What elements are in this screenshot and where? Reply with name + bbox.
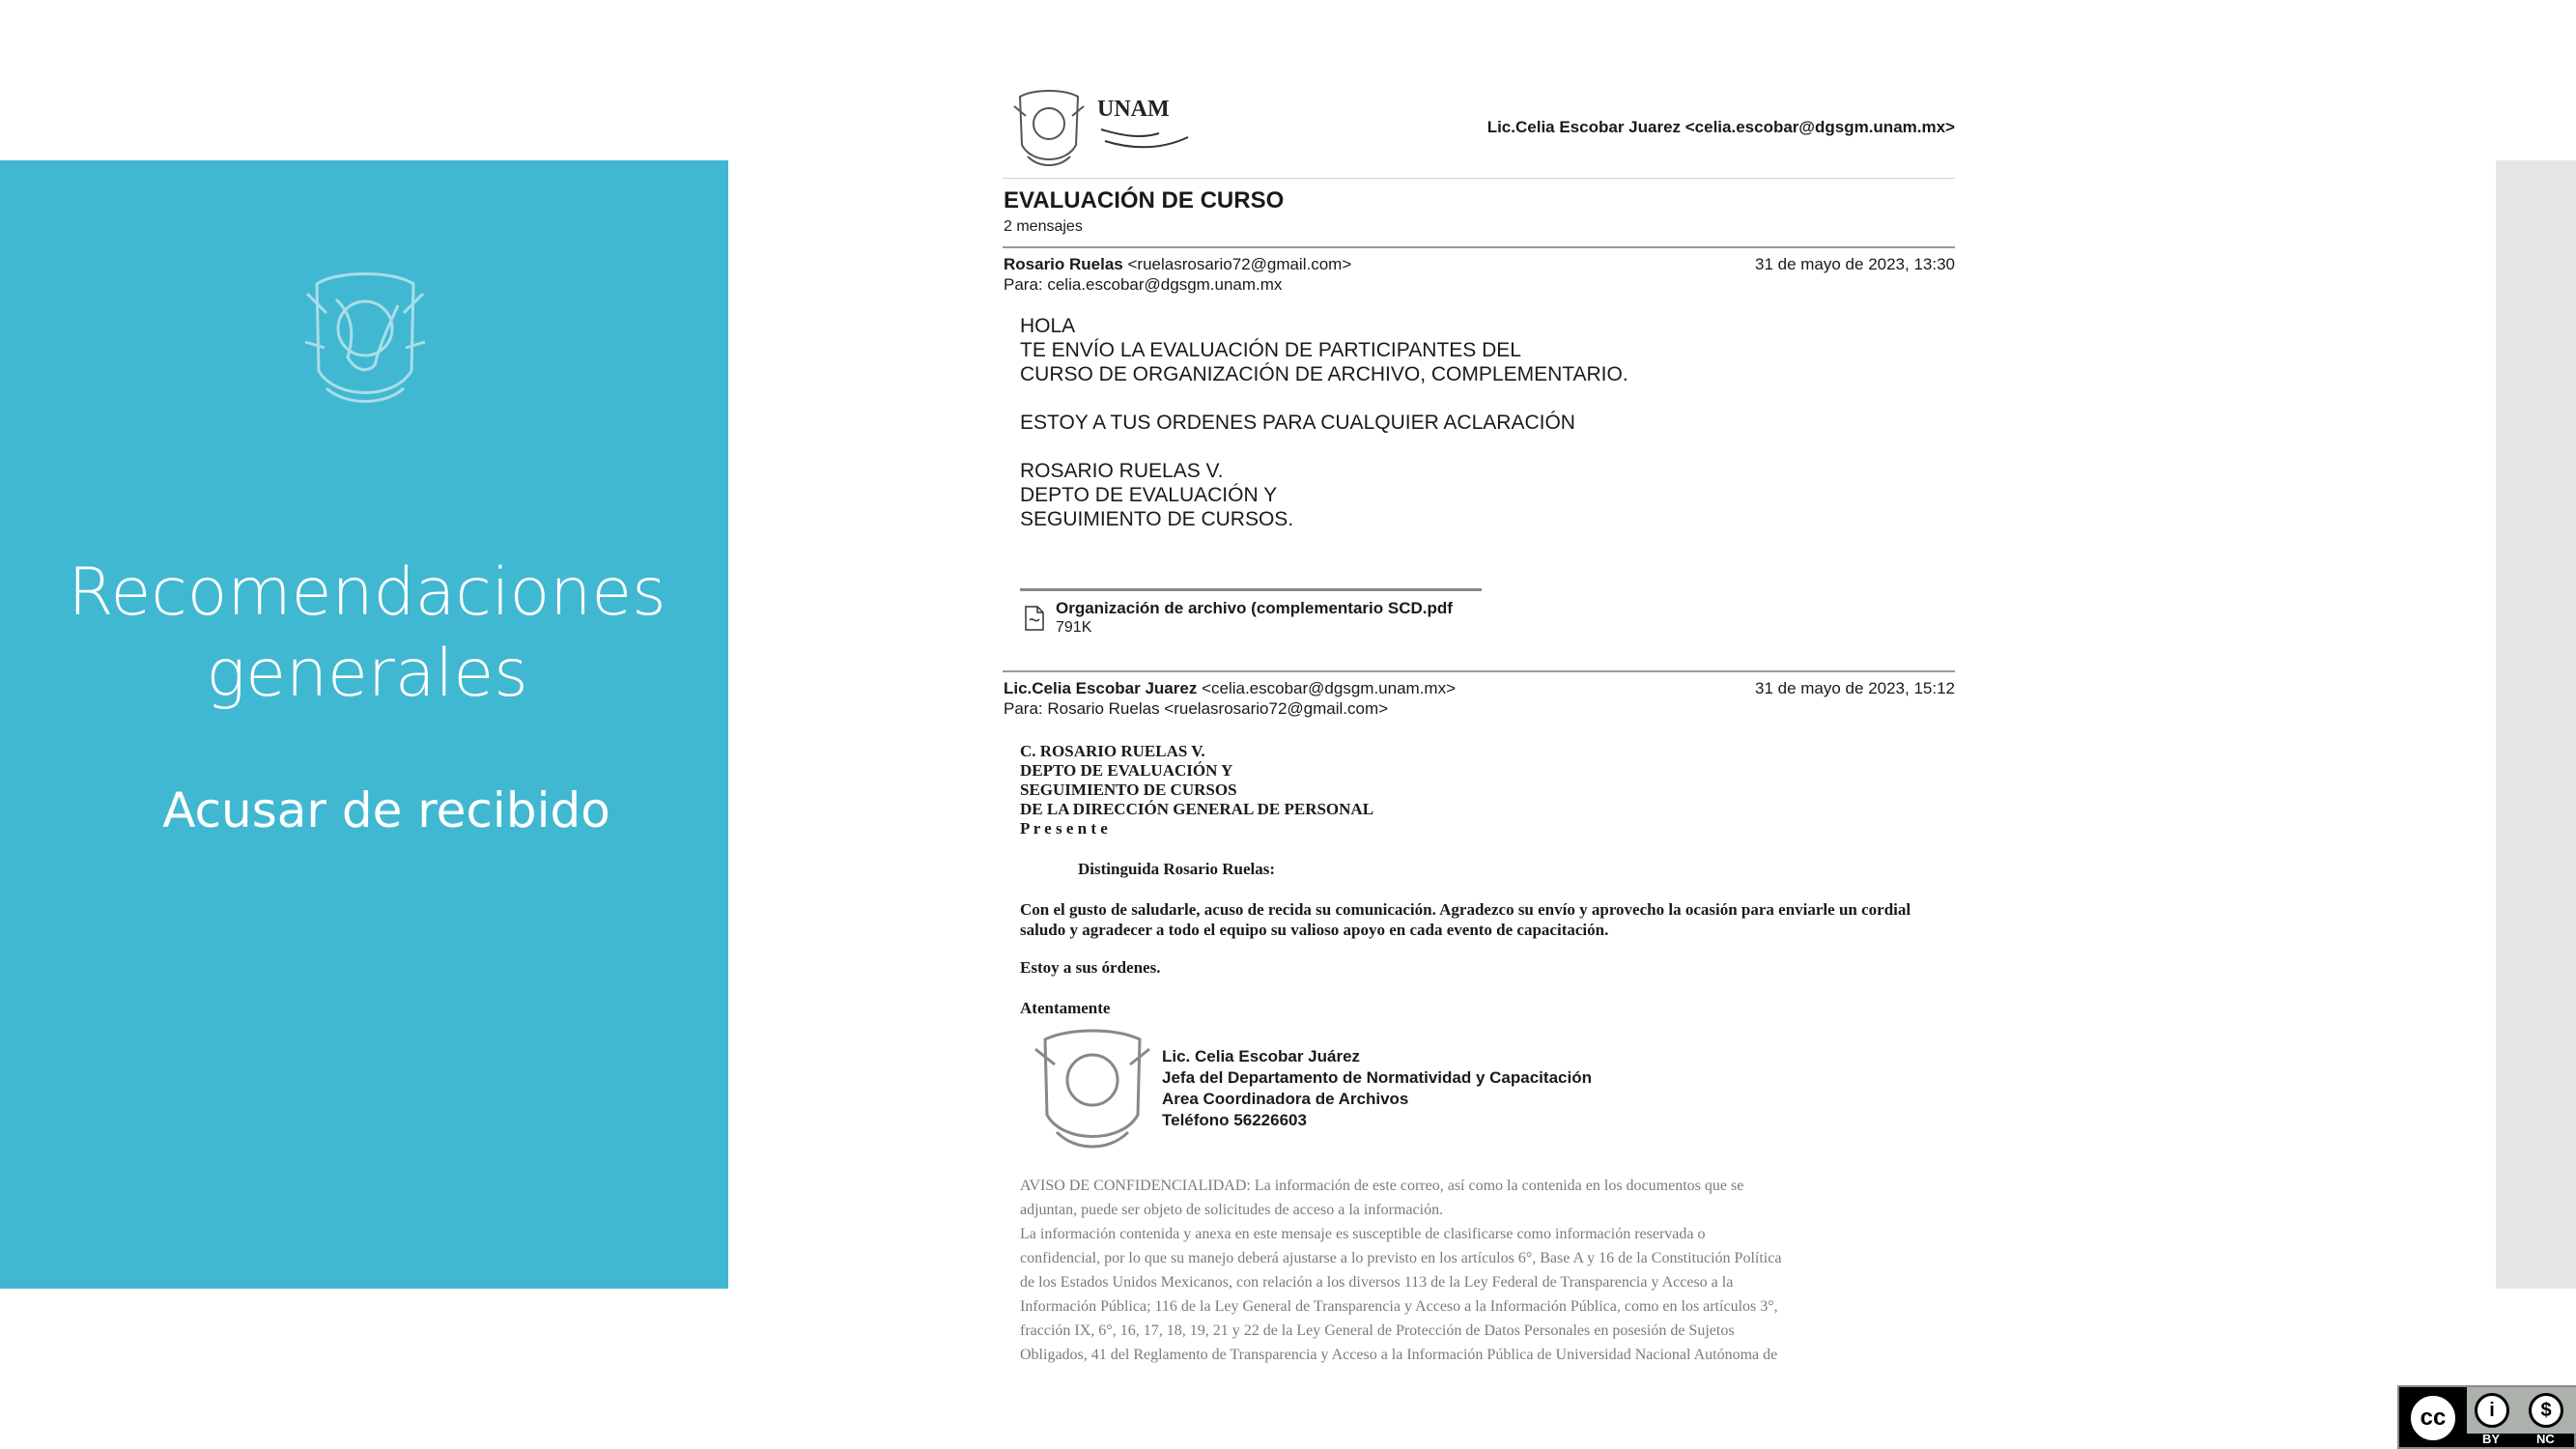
sign-off: Atentamente bbox=[1020, 999, 1111, 1017]
email-printout bbox=[995, 77, 1961, 1377]
attachment-link[interactable]: Organización de archivo (complementario SCD.pdf bbox=[1056, 599, 1453, 617]
unam-crest-icon bbox=[297, 265, 433, 412]
message-1-body: HOLA TE ENVÍO LA EVALUACIÓN DE PARTICIPANTES DEL CURSO DE ORGANIZACIÓN DE ARCHIVO, COMPLEMENTARIO. ESTOY A TUS ORDENES PARA CUALQUIER ACLARACIÓN ROSARIO RUELAS V. DEPTO DE EVALUACIÓN Y SEGUIMIENTO DE CURSOS. bbox=[1020, 315, 1628, 530]
signature-block: Lic. Celia Escobar Juárez Jefa del Departamento de Normatividad y Capacitación Area Coordinadora de Archivos Teléfono 56226603 bbox=[1162, 1047, 1592, 1129]
divider bbox=[1003, 670, 1955, 672]
confidentiality-notice: AVISO DE CONFIDENCIALIDAD: La información de este correo, así como la contenida en los documentos que se adjuntan, puede ser objeto de solicitudes de acceso a la información. La información contenida y anexa en este mensaje es susceptible de clasificarse como información reservada o confidencial, por lo que su manejo deberá ajustarse a lo previsto en los artículos 6°, Base A y 16 de la Constitución Política de los Estados Unidos Mexicanos, con relación a los diversos 113 de la Ley Federal de Transparencia y Acceso a la Información Pública; 116 de la Ley General de Transparencia y Acceso a la Información Pública, como en los artículos 3°, fracción IX, 6°, 16, 17, 18, 19, 21 y 22 de la Ley General de Protección de Datos Personales en posesión de Sujetos Obligados, 41 del Reglamento de Transparencia y Acceso a la Información Pública de Universidad Nacional Autónoma de bbox=[1020, 1178, 1782, 1363]
message-count: 2 mensajes bbox=[1004, 218, 1083, 235]
divider bbox=[1003, 178, 1955, 179]
message-2-from: Lic.Celia Escobar Juarez <celia.escobar@dgsgm.unam.mx> bbox=[1004, 679, 1456, 697]
attachment-divider bbox=[1020, 588, 1482, 591]
unam-seal-icon bbox=[1010, 87, 1088, 170]
noncommercial-icon: $ bbox=[2529, 1393, 2563, 1428]
salutation: Distinguida Rosario Ruelas: bbox=[1078, 860, 1276, 878]
divider bbox=[1003, 246, 1955, 248]
logo-text: UNAM bbox=[1097, 97, 1170, 122]
message-1-date: 31 de mayo de 2023, 13:30 bbox=[1755, 255, 1955, 273]
slide-subtitle: Acusar de recibido bbox=[162, 782, 610, 838]
side-bar bbox=[2496, 160, 2576, 1289]
message-2-date: 31 de mayo de 2023, 15:12 bbox=[1755, 679, 1955, 697]
message-2-to: Para: Rosario Ruelas <ruelasrosario72@gmail.com> bbox=[1004, 699, 1389, 718]
unam-logo-icon bbox=[1091, 91, 1198, 160]
pdf-file-icon bbox=[1024, 606, 1045, 631]
unam-seal-icon bbox=[1030, 1024, 1155, 1154]
cc-license-badge bbox=[2397, 1385, 2576, 1449]
license-nc: NC bbox=[2536, 1432, 2555, 1446]
recipient-address: C. ROSARIO RUELAS V. DEPTO DE EVALUACIÓN Y SEGUIMIENTO DE CURSOS DE LA DIRECCIÓN GENERAL DE PERSONAL P r e s e n t e bbox=[1020, 742, 1374, 838]
email-subject: EVALUACIÓN DE CURSO bbox=[1004, 187, 1285, 213]
slide-title: Recomendaciones generales bbox=[68, 554, 666, 712]
closing-line: Estoy a sus órdenes. bbox=[1020, 958, 1161, 977]
attachment-size: 791K bbox=[1056, 619, 1092, 636]
message-1-to: Para: celia.escobar@dgsgm.unam.mx bbox=[1004, 275, 1283, 294]
account-header: Lic.Celia Escobar Juarez <celia.escobar@dgsgm.unam.mx> bbox=[1486, 118, 1955, 136]
cc-icon: cc bbox=[2407, 1392, 2459, 1444]
attribution-icon: i bbox=[2475, 1393, 2509, 1428]
message-1-from: Rosario Ruelas <ruelasrosario72@gmail.com> bbox=[1004, 255, 1352, 273]
message-2-paragraph: Con el gusto de saludarle, acuso de recida su comunicación. Agradezco su envío y aprovecho la ocasión para enviarle un cordial saludo y agradecer a todo el equipo su valioso apoyo en cada evento de capacitación. bbox=[1020, 900, 1911, 939]
license-by: BY bbox=[2482, 1432, 2501, 1446]
